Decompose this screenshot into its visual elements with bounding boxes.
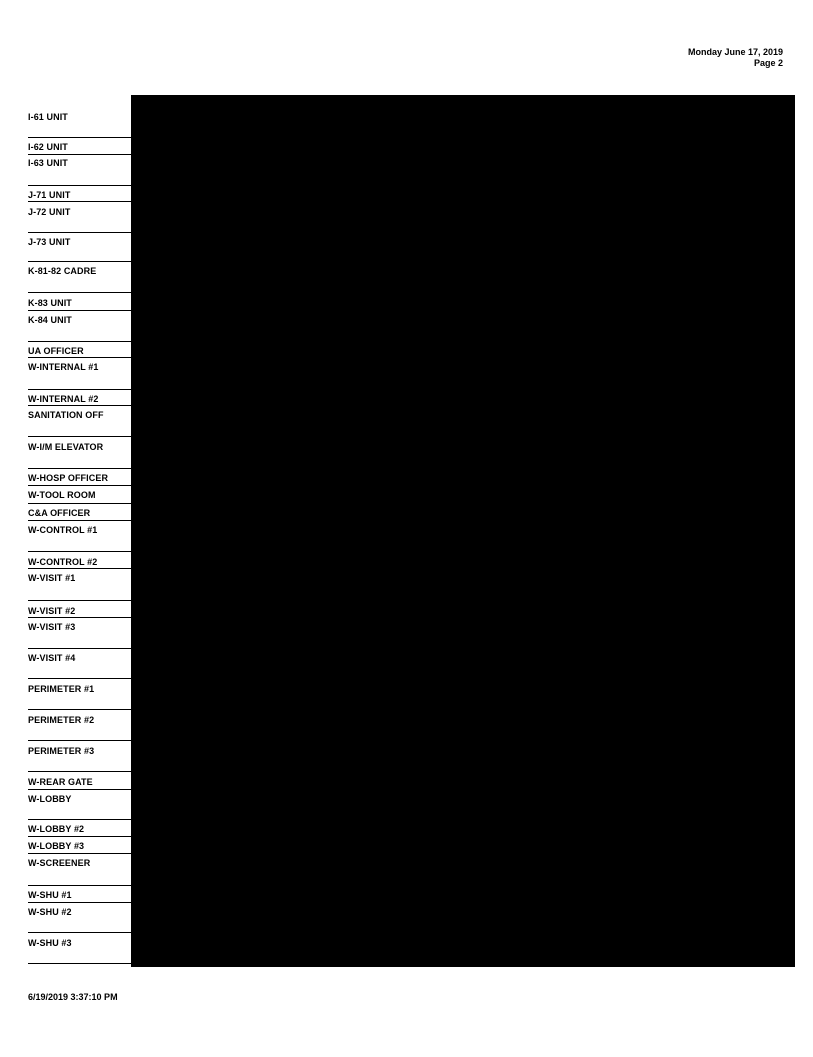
post-label: UA OFFICER [28, 346, 84, 356]
print-timestamp: 6/19/2019 3:37:10 PM [28, 992, 118, 1002]
post-label: W-SCREENER [28, 858, 91, 868]
post-label: PERIMETER #3 [28, 746, 95, 756]
row-divider [28, 568, 131, 569]
row-divider [28, 771, 131, 772]
row-divider [28, 963, 131, 964]
row-divider [28, 503, 131, 504]
post-label: W-INTERNAL #2 [28, 394, 99, 404]
row-divider [28, 709, 131, 710]
post-label: W-HOSP OFFICER [28, 473, 109, 483]
row-divider [28, 789, 131, 790]
row-divider [28, 600, 131, 601]
row-divider [28, 836, 131, 837]
post-label: W-SHU #3 [28, 938, 72, 948]
post-label: W-SHU #1 [28, 890, 72, 900]
row-divider [28, 232, 131, 233]
page-number: Page 2 [753, 58, 783, 68]
row-divider [28, 405, 131, 406]
post-label: K-84 UNIT [28, 315, 72, 325]
post-label: W-VISIT #4 [28, 653, 76, 663]
row-divider [28, 292, 131, 293]
row-divider [28, 468, 131, 469]
row-divider [28, 617, 131, 618]
row-divider [28, 261, 131, 262]
row-divider [28, 436, 131, 437]
row-divider [28, 485, 131, 486]
page-header [688, 47, 783, 69]
post-label: W-SHU #2 [28, 907, 72, 917]
post-label: W-CONTROL #2 [28, 557, 98, 567]
row-divider [28, 185, 131, 186]
row-divider [28, 520, 131, 521]
post-label: W-CONTROL #1 [28, 525, 98, 535]
post-label: W-VISIT #3 [28, 622, 76, 632]
post-label: C&A OFFICER [28, 508, 91, 518]
row-divider [28, 551, 131, 552]
row-divider [28, 357, 131, 358]
row-divider [28, 740, 131, 741]
row-divider [28, 201, 131, 202]
row-divider [28, 853, 131, 854]
row-divider [28, 902, 131, 903]
post-label: W-TOOL ROOM [28, 490, 96, 500]
row-divider [28, 341, 131, 342]
post-label: W-INTERNAL #1 [28, 362, 99, 372]
post-label: W-LOBBY #2 [28, 824, 85, 834]
post-label: I-63 UNIT [28, 158, 68, 168]
row-divider [28, 648, 131, 649]
post-label: J-71 UNIT [28, 190, 71, 200]
post-label: J-72 UNIT [28, 207, 71, 217]
report-date: Monday June 17, 2019 [687, 47, 783, 57]
row-divider [28, 154, 131, 155]
redaction-block [131, 95, 795, 967]
post-label: K-81-82 CADRE [28, 266, 97, 276]
row-divider [28, 819, 131, 820]
post-label: W-LOBBY #3 [28, 841, 85, 851]
post-label: W-VISIT #1 [28, 573, 76, 583]
post-label: SANITATION OFF [28, 410, 104, 420]
row-divider [28, 137, 131, 138]
post-label: PERIMETER #1 [28, 684, 95, 694]
post-label: W-VISIT #2 [28, 606, 76, 616]
row-divider [28, 389, 131, 390]
post-label: I-61 UNIT [28, 112, 68, 122]
post-label: W-REAR GATE [28, 777, 93, 787]
row-divider [28, 310, 131, 311]
post-label: J-73 UNIT [28, 237, 71, 247]
post-label: W-LOBBY [28, 794, 72, 804]
row-divider [28, 678, 131, 679]
row-divider [28, 932, 131, 933]
post-label: K-83 UNIT [28, 298, 72, 308]
post-label: I-62 UNIT [28, 142, 68, 152]
post-label: PERIMETER #2 [28, 715, 95, 725]
post-label: W-I/M ELEVATOR [28, 442, 104, 452]
row-divider [28, 885, 131, 886]
